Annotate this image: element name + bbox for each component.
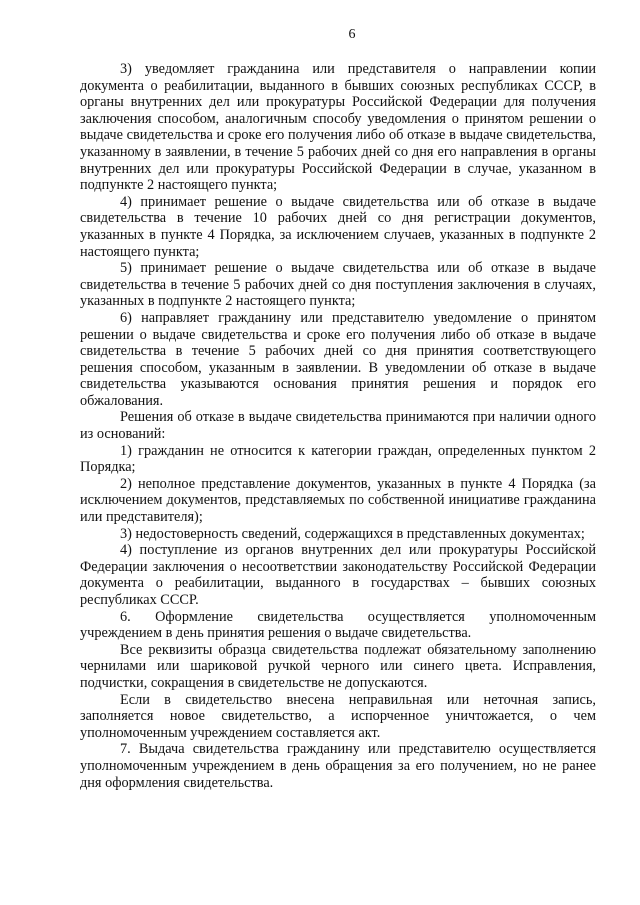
paragraph-section-7: 7. Выдача свидетельства гражданину или представителю осуществляется уполномоченным учреждением в день обращения за его получением, но не ранее дня оформления свидетельства. <box>80 741 596 791</box>
paragraph-ground-4: 4) поступление из органов внутренних дел или прокуратуры Российской Федерации заключения о несоответствии законодательству Российской Федерации документа о реабилитации, выданного в государствах – бывших союзных республиках СССР. <box>80 542 596 608</box>
paragraph-item-3: 3) уведомляет гражданина или представителя о направлении копии документа о реабилитации, выданного в бывших союзных республиках СССР, в органы внутренних дел или прокуратуры Российской Федерации для получения заключения способом, аналогичным способу уведомления о принятом решении о выдаче свидетельства и сроке его получения либо об отказе в выдаче свидетельства, указанному в заявлении, в течение 5 рабочих дней со дня его направления в органы внутренних дел или прокуратуры Российской Федерации в случае, указанном в подпункте 2 настоящего пункта; <box>80 61 596 194</box>
paragraph-requisites: Все реквизиты образца свидетельства подлежат обязательному заполнению чернилами или шариковой ручкой черного или синего цвета. Исправления, подчистки, сокращения в свидетельстве не допускаются. <box>80 641 596 691</box>
paragraph-incorrect-entry: Если в свидетельство внесена неправильная или неточная запись, заполняется новое свидетельство, а испорченное уничтожается, о чем уполномоченным учреждением составляется акт. <box>80 691 596 741</box>
paragraph-item-4: 4) принимает решение о выдаче свидетельства или об отказе в выдаче свидетельства в течение 10 рабочих дней со дня регистрации документов, указанных в пункте 4 Порядка, за исключением случаев, указанных в подпункте 2 настоящего пункта; <box>80 193 596 260</box>
paragraph-refusal-grounds-intro: Решения об отказе в выдаче свидетельства принимаются при наличии одного из оснований: <box>80 409 596 443</box>
page-number: 6 <box>348 27 356 42</box>
paragraph-item-6: 6) направляет гражданину или представителю уведомление о принятом решении о выдаче свидетельства и сроке его получения либо об отказе в выдаче свидетельства в течение 5 рабочих дней со дня принятия соответствующего решения способом, указанным в заявлении. В уведомлении об отказе в выдаче свидетельства указываются основания принятия решения и порядок его обжалования. <box>80 309 596 409</box>
paragraph-section-6: 6. Оформление свидетельства осуществляется уполномоченным учреждением в день принятия решения о выдаче свидетельства. <box>80 608 596 642</box>
paragraph-ground-1: 1) гражданин не относится к категории граждан, определенных пунктом 2 Порядка; <box>80 442 596 476</box>
paragraph-item-5: 5) принимает решение о выдаче свидетельства или об отказе в выдаче свидетельства в течение 5 рабочих дней со дня поступления заключения в случаях, указанных в подпункте 2 настоящего пункта; <box>80 260 596 310</box>
paragraph-ground-3: 3) недостоверность сведений, содержащихся в представленных документах; <box>120 525 585 542</box>
paragraph-ground-2: 2) неполное представление документов, указанных в пункте 4 Порядка (за исключением документов, представляемых по собственной инициативе гражданина или представителя); <box>80 475 596 526</box>
